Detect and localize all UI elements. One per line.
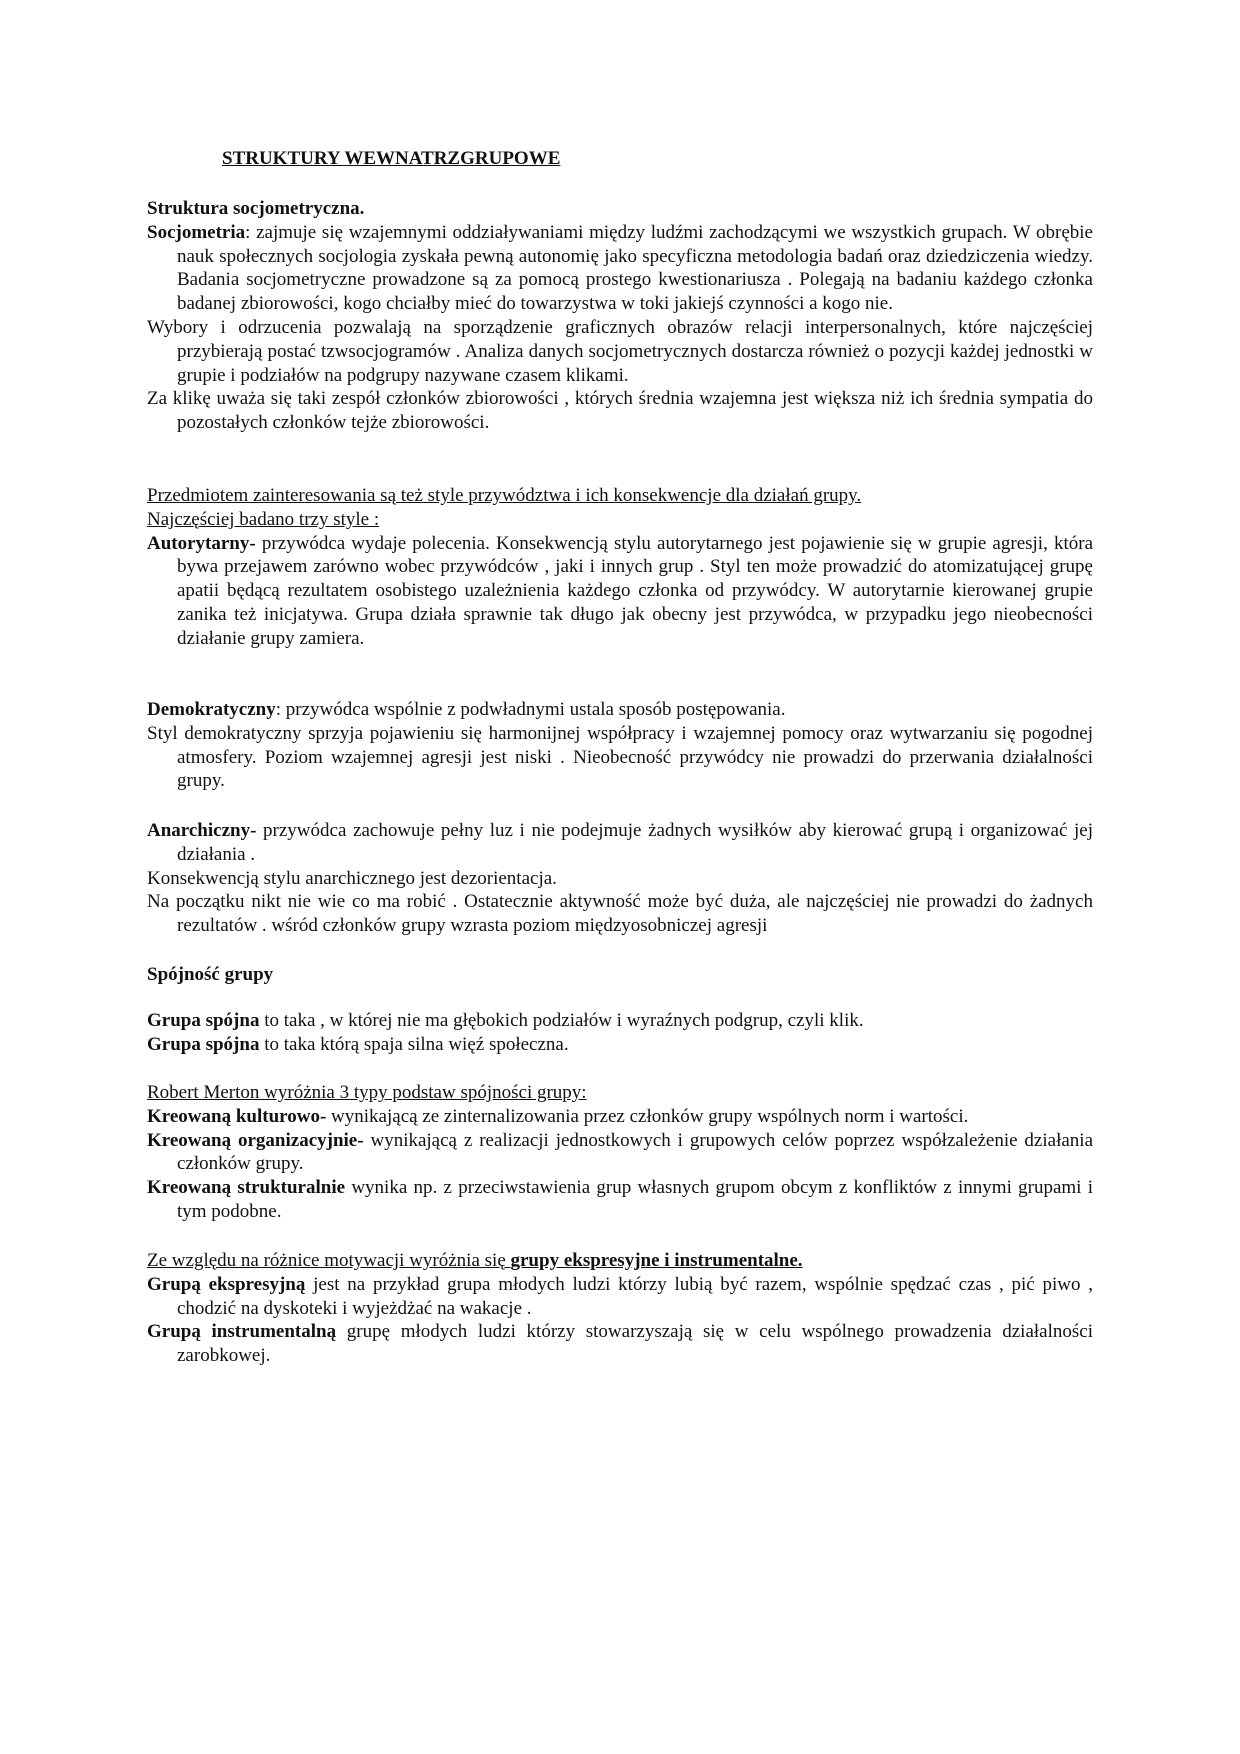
underlined-intro: Robert Merton wyróżnia 3 typy podstaw spójności grupy: [147, 1082, 587, 1103]
term: Grupa spójna [147, 1010, 260, 1031]
section-cohesion [147, 1009, 1093, 1057]
term: Kreowaną kulturowo- [147, 1105, 327, 1127]
paragraph [147, 1129, 1093, 1177]
paragraph [147, 221, 1093, 316]
paragraph-text: jest na przykład grupa młodych ludzi którzy lubią być razem, wspólnie spędzać czas , pić piwo , chodzić na dyskoteki i wyjeżdżać na wakacje . [177, 1273, 1093, 1319]
document-title: STRUKTURY WEWNATRZGRUPOWE [222, 148, 561, 169]
intro-text: Najczęściej badano trzy style : [147, 508, 380, 530]
paragraph-text: to taka którą spaja silna więź społeczna. [259, 1033, 569, 1055]
paragraph-text: przywódca wydaje polecenia. Konsekwencją stylu autorytarnego jest pojawienie się w grupie agresji, która bywa przejawem zarówno wobec przywódców , jaki i innych grup . Styl ten może prowadzić do atomizatującej grupę apatii będącą rezultatem osobistego uzależnienia każdego członka od przywódcy. W autorytarnie kierowanej grupie zanika też inicjatywa. Grupa działa sprawnie tak długo jak obecny jest przywódca, w przypadku jego nieobecności działanie grupy zamiera. [177, 532, 1093, 649]
paragraph-text: to taka , w której nie ma głębokich podziałów i wyraźnych podgrup, czyli klik. [259, 1010, 864, 1031]
underlined-intro: Przedmiotem zainteresowania są też style przywództwa i ich konsekwencje dla działań grupy. [147, 485, 862, 506]
intro-bold: grupy ekspresyjne i instrumentalne. [510, 1250, 803, 1271]
paragraph [147, 1105, 1093, 1129]
section-merton [147, 1081, 1093, 1224]
paragraph: Styl demokratyczny sprzyja pojawieniu się harmonijnej współpracy i wzajemnej pomocy oraz wytwarzaniu się pogodnej atmosfery. Poziom wzajemnej agresji jest niski . Nieobecność przywódcy nie prowadzi do przerwania działalności grupy. [147, 722, 1093, 792]
paragraph [147, 1176, 1093, 1224]
term: Autorytarny- [147, 532, 256, 554]
term: Grupą instrumentalną [147, 1321, 337, 1343]
paragraph-text: wynikającą z realizacji jednostkowych i grupowych celów poprzez współzależenie działania członków grupy. [177, 1129, 1094, 1175]
paragraph: Konsekwencją stylu anarchicznego jest dezorientacja. [147, 867, 557, 889]
section-leadership [147, 484, 1093, 651]
paragraph [147, 1273, 1093, 1321]
section-heading: Spójność grupy [147, 964, 274, 985]
term: Kreowaną organizacyjnie- [147, 1129, 364, 1151]
intro-text: Ze względu na różnice motywacji wyróżnia się [147, 1250, 511, 1271]
section-democratic [147, 698, 1093, 793]
paragraph: Wybory i odrzucenia pozwalają na sporządzenie graficznych obrazów relacji interpersonalnych, które najczęściej przybierają postać tzwsocjogramów . Analiza danych socjometrycznych dostarcza również o pozycji każdej jednostki w grupie i podziałów na podgrupy nazywane czasem klikami. [147, 316, 1093, 386]
paragraph-text: : przywódca wspólnie z podwładnymi ustala sposób postępowania. [275, 699, 786, 720]
term: Grupa spójna [147, 1033, 260, 1055]
paragraph-text: grupę młodych ludzi którzy stowarzyszają się w celu wspólnego prowadzenia działalności zarobkowej. [177, 1321, 1093, 1367]
paragraph: Na początku nikt nie wie co ma robić . Ostatecznie aktywność może być duża, ale najczęściej nie prowadzi do żadnych rezultatów . wśród członków grupy wzrasta poziom międzyosobniczej agresji [147, 891, 1093, 937]
paragraph-text: wynikającą ze zinternalizowania przez członków grupy wspólnych norm i wartości. [326, 1105, 969, 1127]
term: Socjometria [147, 221, 246, 243]
section-cohesion-heading [147, 963, 1093, 987]
term: Grupą ekspresyjną [147, 1273, 306, 1295]
term: Kreowaną strukturalnie [147, 1177, 346, 1199]
term: Demokratyczny [147, 699, 276, 720]
term: Anarchiczny- [147, 820, 257, 841]
paragraph [147, 1009, 1093, 1033]
section-heading: Struktura socjometryczna. [147, 198, 365, 219]
paragraph [147, 532, 1093, 651]
section-anarchic [147, 819, 1093, 938]
underlined-intro [147, 1249, 1093, 1273]
paragraph [147, 819, 1093, 867]
section-motivation [147, 1249, 1093, 1368]
paragraph-text: wynika np. z przeciwstawienia grup własnych grupom obcym z konfliktów z innymi grupami i tym podobne. [177, 1177, 1093, 1222]
paragraph-text: przywódca zachowuje pełny luz i nie podejmuje żadnych wysiłków aby kierować grupą i organizować jej działania . [177, 820, 1093, 865]
paragraph-text: : zajmuje się wzajemnymi oddziaływaniami między ludźmi zachodzącymi we wszystkich grupach. W obrębie nauk społecznych socjologia zyskała pewną autonomię jako specyficzna metodologia badań oraz dziedziczenia wiedzy. Badania socjometryczne prowadzone są za pomocą prostego kwestionariusza . Polegają na badaniu każdego członka badanej zbiorowości, kogo chciałby mieć do towarzystwa w toki jakiejś czynności a kogo nie. [177, 221, 1093, 315]
paragraph [147, 698, 1093, 722]
section-sociometric [147, 197, 1093, 435]
underlined-intro [147, 508, 1093, 532]
paragraph [147, 1033, 1093, 1057]
paragraph: Za klikę uważa się taki zespół członków zbiorowości , których średnia wzajemna jest większa niż ich średnia sympatia do pozostałych członków tejże zbiorowości. [147, 388, 1093, 434]
paragraph [147, 1320, 1093, 1368]
